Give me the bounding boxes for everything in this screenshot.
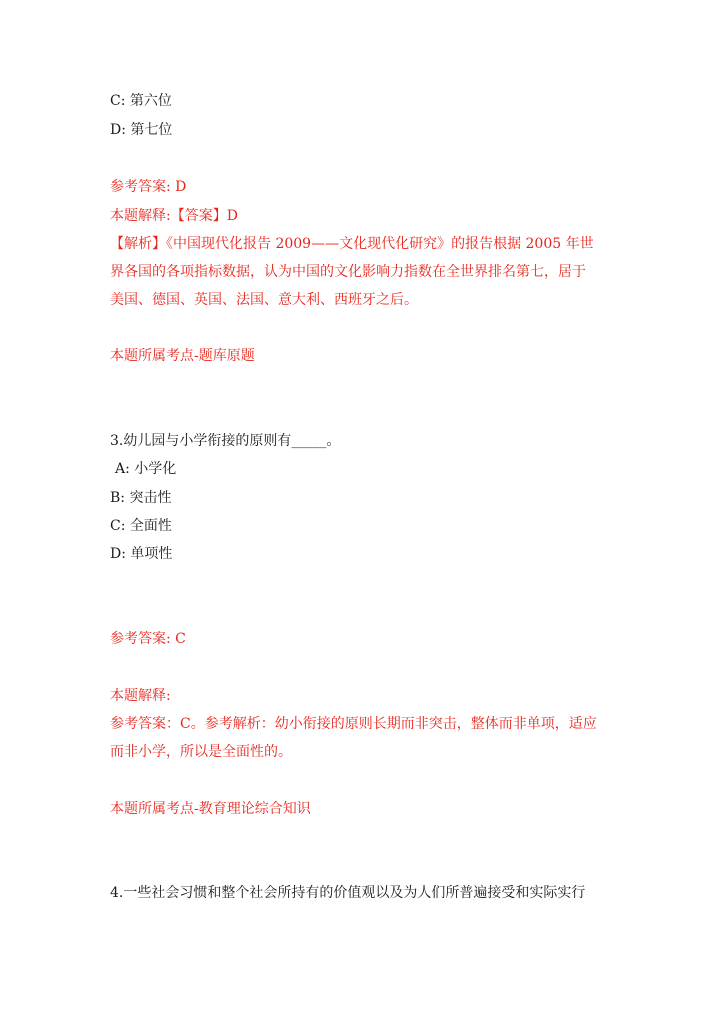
q2-explanation-line-2: 界各国的各项指标数据，认为中国的文化影响力指数在全世界排名第七，居于 — [110, 264, 586, 280]
q3-explanation-heading: 本题解释: — [110, 688, 171, 704]
q2-explanation-heading: 本题解释:【答案】D — [110, 208, 238, 224]
q2-option-c: C: 第六位 — [110, 93, 172, 109]
q4-question-line: 4.一些社会习惯和整个社会所持有的价值观以及为人们所普遍接受和实际实行 — [110, 885, 586, 901]
q2-explanation-line-3: 美国、德国、英国、法国、意大利、西班牙之后。 — [110, 292, 418, 308]
q3-explanation-line-2: 而非小学，所以是全面性的。 — [110, 744, 292, 760]
q3-option-a: A: 小学化 — [115, 461, 177, 477]
q3-option-b: B: 突击性 — [110, 490, 172, 506]
q3-question: 3.幼儿园与小学衔接的原则有_____。 — [110, 433, 341, 449]
q3-option-c: C: 全面性 — [110, 518, 172, 534]
q2-answer: 参考答案: D — [110, 179, 187, 195]
q2-topic: 本题所属考点-题库原题 — [110, 348, 255, 364]
q2-option-d: D: 第七位 — [110, 122, 173, 138]
q2-explanation-line-1: 【解析】《中国现代化报告 2009——文化现代化研究》的报告根据 2005 年世 — [110, 236, 594, 252]
q3-answer: 参考答案: C — [110, 631, 186, 647]
q3-explanation-line-1: 参考答案：C。参考解析：幼小衔接的原则长期而非突击，整体而非单项，适应 — [110, 716, 597, 732]
q3-option-d: D: 单项性 — [110, 546, 173, 562]
q3-topic: 本题所属考点-教育理论综合知识 — [110, 801, 311, 817]
